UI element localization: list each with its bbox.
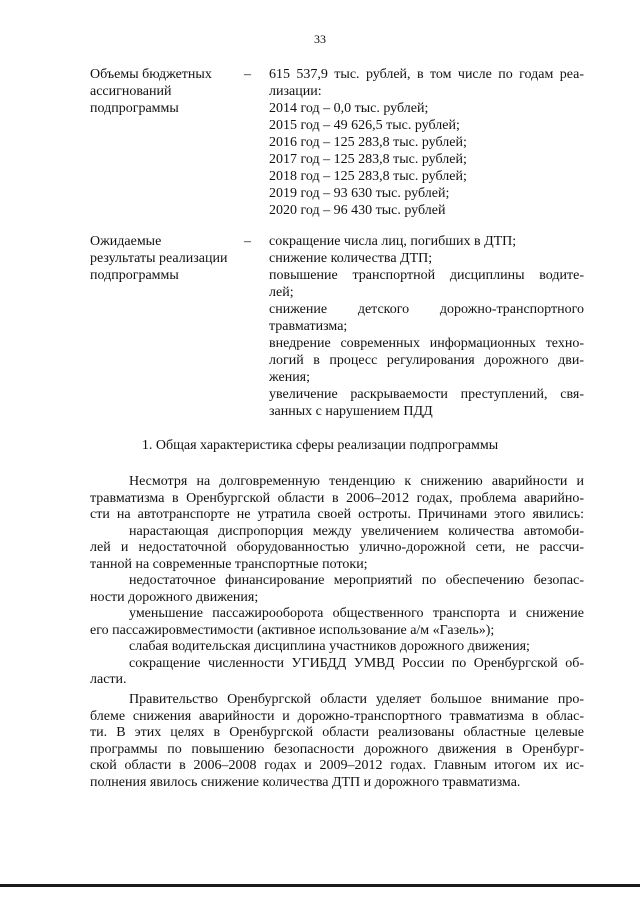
results-value-line: внедрение современных информационных техно-: [269, 336, 584, 351]
paragraph-line: сокращение численности УГИБДД УМВД России по Оренбургской об-: [129, 655, 584, 671]
paragraph-causes: [90, 474, 584, 689]
results-label-line: результаты реализации: [90, 251, 228, 266]
budget-year-2016: 2016 год – 125 283,8 тыс. рублей;: [269, 135, 467, 150]
budget-year-2017: 2017 год – 125 283,8 тыс. рублей;: [269, 152, 467, 167]
budget-year-2019: 2019 год – 93 630 тыс. рублей;: [269, 186, 450, 201]
budget-value-line: лизации:: [269, 84, 322, 99]
paragraph-line: недостаточное финансирование мероприятий по обеспечению безопас-: [129, 573, 584, 588]
results-value-line: логий в процесс регулирования дорожного дви-: [269, 353, 584, 368]
budget-label-line: ассигнований: [90, 84, 172, 99]
paragraph-line: слабая водительская дисциплина участников дорожного движения;: [129, 639, 530, 654]
section-heading: 1. Общая характеристика сферы реализации подпрограммы: [141, 438, 499, 453]
paragraph-line: лей и недостаточной оборудованностью улично-дорожной сети, не рассчи-: [90, 540, 584, 555]
results-value-line: травматизма;: [269, 319, 348, 334]
paragraph-line: Правительство Оренбургской области уделяет большое внимание про-: [129, 692, 584, 707]
budget-label: [90, 66, 240, 117]
budget-value: [269, 66, 584, 219]
results-value-line: сокращение числа лиц, погибших в ДТП;: [269, 234, 517, 249]
results-value-line: лей;: [269, 285, 294, 300]
paragraph-line: полнения явилось снижение количества ДТП и дорожного травматизма.: [90, 774, 521, 790]
paragraph-line: его пассажировместимости (активное использование а/м «Газель»);: [90, 622, 495, 638]
paragraph-line: Несмотря на долговременную тенденцию к снижению аварийности и: [129, 474, 584, 489]
results-value: [269, 233, 584, 420]
results-value-line: занных с нарушением ПДД: [269, 404, 433, 419]
budget-year-2015: 2015 год – 49 626,5 тыс. рублей;: [269, 118, 460, 133]
paragraph-line: травматизма в Оренбургской области в 2006–2012 годах, проблема аварийно-: [90, 490, 584, 506]
paragraph-line: ской области в 2006–2008 годах и 2009–2012 годах. Главным итогом их ис-: [90, 758, 584, 773]
paragraph-line: программы по повышению безопасности дорожного движения в Оренбург-: [90, 741, 584, 757]
budget-label-line: подпрограммы: [90, 101, 179, 116]
budget-year-2018: 2018 год – 125 283,8 тыс. рублей;: [269, 169, 467, 184]
paragraph-line: ласти.: [90, 672, 127, 687]
page-number: 33: [314, 32, 326, 46]
paragraph-line: уменьшение пассажирооборота общественного транспорта и снижение: [129, 606, 584, 621]
results-dash: –: [244, 234, 251, 249]
budget-year-2020: 2020 год – 96 430 тыс. рублей: [269, 203, 446, 218]
paragraph-line: ности дорожного движения;: [90, 589, 259, 605]
paragraph-government: [90, 692, 584, 791]
paragraph-line: сти на автотранспорте не утратила своей остроты. Причинами этого явились:: [90, 507, 584, 522]
paragraph-line: ти. В этих целях в Оренбургской области реализованы областные целевые: [90, 725, 584, 740]
results-value-line: снижение детского дорожно-транспортного: [269, 302, 584, 317]
budget-year-2014: 2014 год – 0,0 тыс. рублей;: [269, 101, 429, 116]
results-value-line: снижение количества ДТП;: [269, 251, 433, 266]
results-value-line: жения;: [269, 370, 311, 385]
paragraph-line: танной на современные транспортные потоки;: [90, 556, 368, 572]
results-label-line: Ожидаемые: [90, 234, 162, 249]
paragraph-line: блеме снижения аварийности и дорожно-транспортного травматизма в облас-: [90, 708, 584, 724]
paragraph-line: нарастающая диспропорция между увеличением количества автомоби-: [129, 523, 584, 539]
results-label-line: подпрограммы: [90, 268, 179, 283]
budget-dash: –: [244, 67, 251, 82]
bottom-scan-edge: [0, 884, 640, 887]
results-value-line: повышение транспортной дисциплины водите-: [269, 268, 584, 283]
results-label: [90, 233, 240, 284]
budget-value-line: 615 537,9 тыс. рублей, в том числе по годам реа-: [269, 67, 584, 82]
results-value-line: увеличение раскрываемости преступлений, свя-: [269, 387, 584, 402]
budget-label-line: Объемы бюджетных: [90, 67, 212, 82]
